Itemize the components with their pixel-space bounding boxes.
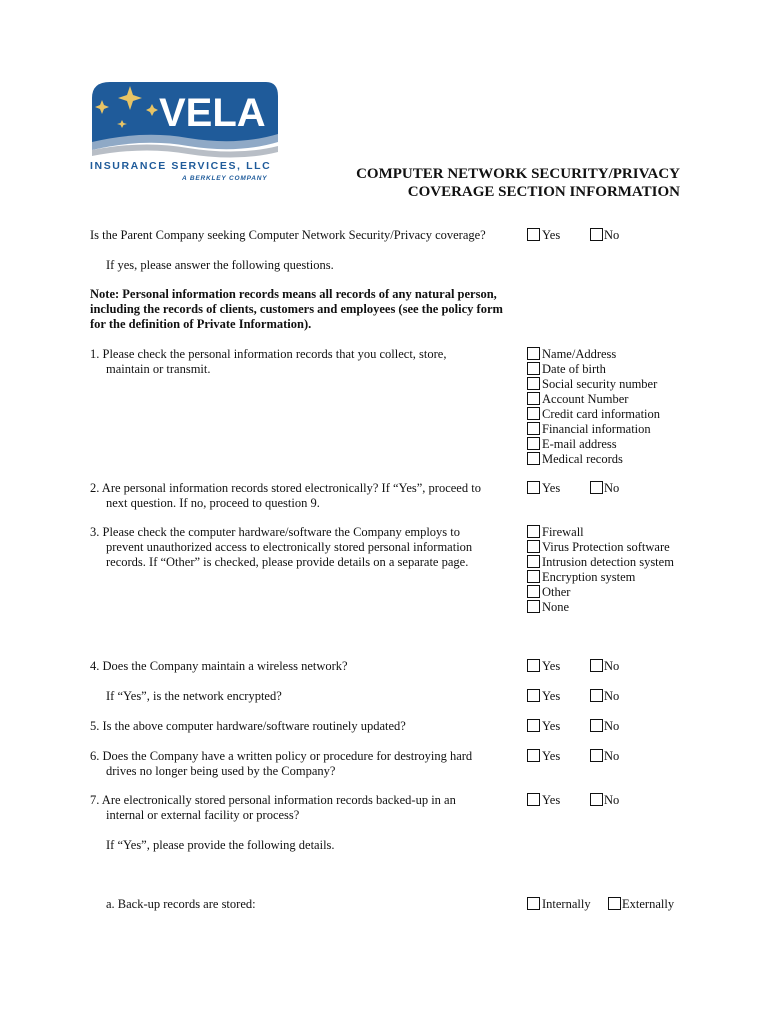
q1-option-checkbox[interactable] <box>527 392 540 405</box>
q1-option-checkbox[interactable] <box>527 347 540 360</box>
q6-no-checkbox[interactable] <box>590 749 603 762</box>
q3-option-label: Firewall <box>542 525 584 539</box>
q1-option-label: Social security number <box>542 377 658 391</box>
q3-line1: 3. Please check the computer hardware/software the Company employs to <box>90 525 461 539</box>
q1-option-checkbox[interactable] <box>527 377 540 390</box>
q3-option-checkbox[interactable] <box>527 570 540 583</box>
vela-logo <box>88 80 284 186</box>
q1-option-checkbox[interactable] <box>527 437 540 450</box>
q5-yes-checkbox[interactable] <box>527 719 540 732</box>
q3-option-checkbox[interactable] <box>527 600 540 613</box>
note-line1: Note: Personal information records means all records of any natural person, <box>90 287 497 301</box>
page-title-line2: COVERAGE SECTION INFORMATION <box>407 184 680 200</box>
q7-line1: 7. Are electronically stored personal information records backed-up in an <box>90 793 456 807</box>
q1-option-label: Financial information <box>542 422 651 436</box>
q3-text <box>90 525 472 570</box>
logo-line2: A BERKLEY COMPANY <box>182 175 268 182</box>
q1-option-checkbox[interactable] <box>527 407 540 420</box>
q1-option-checkbox[interactable] <box>527 362 540 375</box>
page-title <box>300 165 680 201</box>
q3-option-label: None <box>542 600 570 614</box>
q4b-no-label: No <box>604 689 620 703</box>
q1-option-label: Medical records <box>542 452 623 466</box>
q1-text <box>90 347 446 377</box>
q6-yes-checkbox[interactable] <box>527 749 540 762</box>
q3-line3: records. If “Other” is checked, please provide details on a separate page. <box>106 555 469 569</box>
q1-option-label: E-mail address <box>542 437 617 451</box>
q7-yes-checkbox[interactable] <box>527 793 540 806</box>
q1-line1: 1. Please check the personal information records that you collect, store, <box>90 347 447 361</box>
q2-line1: 2. Are personal information records stored electronically? If “Yes”, proceed to <box>90 481 481 495</box>
q7a-external-label: Externally <box>622 897 675 911</box>
q2-line2: next question. If no, proceed to question 9. <box>106 496 320 510</box>
q6-text <box>90 749 472 779</box>
q1-option-label: Date of birth <box>542 362 606 376</box>
q3-option-label: Encryption system <box>542 570 636 584</box>
q6-yes-label: Yes <box>542 749 561 763</box>
q7-no-checkbox[interactable] <box>590 793 603 806</box>
q1-option-label: Name/Address <box>542 347 617 361</box>
q6-line2: drives no longer being used by the Company? <box>106 764 336 778</box>
intro-yes-label: Yes <box>542 228 561 242</box>
logo-line1: INSURANCE SERVICES, LLC <box>90 160 272 172</box>
q3-option-label: Virus Protection software <box>542 540 670 554</box>
q4-no-checkbox[interactable] <box>590 659 603 672</box>
q1-option-checkbox[interactable] <box>527 452 540 465</box>
q4b-yes-checkbox[interactable] <box>527 689 540 702</box>
q3-option-checkbox[interactable] <box>527 555 540 568</box>
q4-text: 4. Does the Company maintain a wireless network? <box>90 659 348 673</box>
q4b-yes-label: Yes <box>542 689 561 703</box>
q7a-internal-label: Internally <box>542 897 591 911</box>
q5-text: 5. Is the above computer hardware/software routinely updated? <box>90 719 406 733</box>
q4-no-label: No <box>604 659 620 673</box>
q2-no-checkbox[interactable] <box>590 481 603 494</box>
q7a-text: a. Back-up records are stored: <box>106 897 256 911</box>
q4-yes-checkbox[interactable] <box>527 659 540 672</box>
q1-option-label: Account Number <box>542 392 629 406</box>
q3-option-label: Other <box>542 585 571 599</box>
q3-line2: prevent unauthorized access to electronically stored personal information <box>106 540 473 554</box>
q4b-text: If “Yes”, is the network encrypted? <box>106 689 282 703</box>
q2-yes-checkbox[interactable] <box>527 481 540 494</box>
q1-option-checkbox[interactable] <box>527 422 540 435</box>
note-line2: including the records of clients, customers and employees (see the policy form <box>90 302 503 316</box>
q6-line1: 6. Does the Company have a written policy or procedure for destroying hard <box>90 749 473 763</box>
q2-text <box>90 481 481 511</box>
q4b-no-checkbox[interactable] <box>590 689 603 702</box>
note-line3: for the definition of Private Information). <box>90 317 312 331</box>
q7a-internal-checkbox[interactable] <box>527 897 540 910</box>
intro-question: Is the Parent Company seeking Computer Network Security/Privacy coverage? <box>90 228 486 242</box>
intro-yes-checkbox[interactable] <box>527 228 540 241</box>
q7-line2: internal or external facility or process? <box>106 808 300 822</box>
q5-no-checkbox[interactable] <box>590 719 603 732</box>
intro-no-label: No <box>604 228 620 242</box>
q7-yes-label: Yes <box>542 793 561 807</box>
q2-yes-label: Yes <box>542 481 561 495</box>
q3-option-checkbox[interactable] <box>527 525 540 538</box>
q4-yes-label: Yes <box>542 659 561 673</box>
q2-no-label: No <box>604 481 620 495</box>
q1-line2: maintain or transmit. <box>106 362 211 376</box>
q3-option-label: Intrusion detection system <box>542 555 674 569</box>
vela-logo-graphic <box>88 80 284 160</box>
q3-option-checkbox[interactable] <box>527 585 540 598</box>
logo-brand-text: VELA <box>159 91 266 135</box>
q7-followup: If “Yes”, please provide the following details. <box>106 838 335 852</box>
note-block <box>90 287 503 332</box>
q6-no-label: No <box>604 749 620 763</box>
intro-followup: If yes, please answer the following questions. <box>106 258 334 272</box>
q1-option-label: Credit card information <box>542 407 661 421</box>
page-title-line1: COMPUTER NETWORK SECURITY/PRIVACY <box>356 166 680 182</box>
q5-yes-label: Yes <box>542 719 561 733</box>
q5-no-label: No <box>604 719 620 733</box>
q3-option-checkbox[interactable] <box>527 540 540 553</box>
q7-text <box>90 793 456 823</box>
intro-no-checkbox[interactable] <box>590 228 603 241</box>
q7a-external-checkbox[interactable] <box>608 897 621 910</box>
q7-no-label: No <box>604 793 620 807</box>
